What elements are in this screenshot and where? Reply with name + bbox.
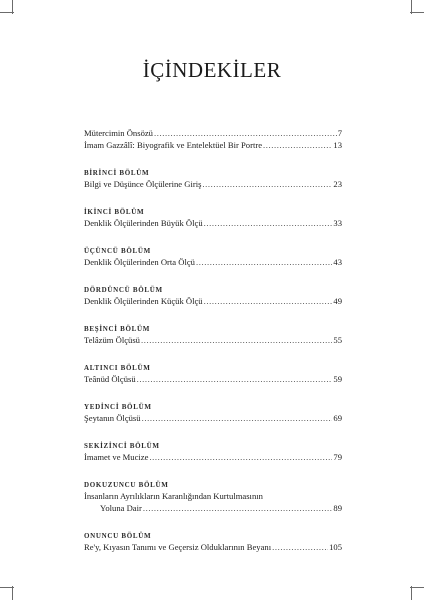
toc-entry (84, 541, 342, 553)
chapter-heading: İKİNCİ BÖLÜM (84, 208, 145, 216)
toc-entry-title: İmamet ve Mucize (84, 452, 149, 462)
toc-entry (84, 217, 342, 229)
chapter-heading: BEŞİNCİ BÖLÜM (84, 325, 151, 333)
toc-entry (84, 373, 342, 385)
page-title: İÇİNDEKİLER (142, 58, 282, 82)
crop-mark-bottom-left-h (0, 587, 14, 588)
dot-leader (263, 139, 332, 151)
dot-leader (154, 127, 337, 139)
toc-entry-page: 89 (333, 503, 342, 513)
dot-leader (137, 373, 333, 385)
toc-entry-page: 105 (329, 542, 342, 552)
toc-entry (84, 502, 342, 514)
crop-mark-bottom-right (411, 586, 412, 600)
dot-leader (204, 217, 333, 229)
toc-entry-page: 23 (333, 179, 342, 189)
toc-entry-page: 43 (333, 257, 342, 267)
chapter-heading: ÜÇÜNCÜ BÖLÜM (84, 247, 151, 255)
toc-entry-title: İmam Gazzâlî: Biyografik ve Entelektüel Bir Portre (84, 140, 263, 150)
toc-entry-title: Mütercimin Önsözü (84, 128, 153, 138)
toc-entry (84, 256, 342, 268)
toc-entry-title: Şeytanın Ölçüsü (84, 413, 141, 423)
toc-entry-page: 59 (333, 374, 342, 384)
chapter-heading: YEDİNCİ BÖLÜM (84, 403, 152, 411)
toc-entry-title: Bilgi ve Düşünce Ölçülerine Giriş (84, 179, 202, 189)
dot-leader (204, 295, 333, 307)
crop-mark-top-right-h (410, 12, 424, 13)
crop-mark-bottom-right-h (410, 587, 424, 588)
toc-entry-page: 79 (333, 452, 342, 462)
toc-entry-page: 7 (337, 128, 342, 138)
dot-leader (272, 541, 328, 553)
chapter-heading: BİRİNCİ BÖLÜM (84, 169, 150, 177)
chapter-heading: DÖRDÜNCÜ BÖLÜM (84, 286, 163, 294)
dot-leader (149, 451, 332, 463)
toc-entry-page: 69 (333, 413, 342, 423)
toc-entry (84, 178, 342, 190)
dot-leader (143, 502, 333, 514)
crop-mark-bottom-left (12, 586, 13, 600)
toc-entry (84, 334, 342, 346)
dot-leader (202, 178, 332, 190)
crop-mark-top-left-h (0, 12, 14, 13)
toc-entry (84, 139, 342, 151)
toc-entry-title: Telâzüm Ölçüsü (84, 335, 140, 345)
chapter-heading: DOKUZUNCU BÖLÜM (84, 481, 169, 489)
table-of-contents (84, 127, 342, 553)
toc-entry-title: Denklik Ölçülerinden Orta Ölçü (84, 257, 195, 267)
chapter-heading: ONUNCU BÖLÜM (84, 532, 152, 540)
toc-entry-page: 13 (333, 140, 342, 150)
dot-leader (196, 256, 332, 268)
toc-entry (84, 295, 342, 307)
toc-entry-title-line: İnsanların Ayrılıkların Karanlığından Kurtulmasının (84, 491, 263, 501)
chapter-heading: ALTINCI BÖLÜM (84, 364, 151, 372)
toc-entry-title: Teânüd Ölçüsü (84, 374, 136, 384)
toc-entry-page: 55 (333, 335, 342, 345)
toc-entry-title: Yoluna Dair (100, 503, 142, 513)
toc-entry-page: 33 (333, 218, 342, 228)
toc-entry (84, 412, 342, 424)
toc-entry-page: 49 (333, 296, 342, 306)
dot-leader (142, 412, 333, 424)
chapter-heading: SEKİZİNCİ BÖLÜM (84, 442, 160, 450)
toc-entry (84, 127, 342, 139)
toc-entry-title: Re'y, Kıyasın Tanımı ve Geçersiz Olduklarının Beyanı (84, 542, 272, 552)
dot-leader (141, 334, 332, 346)
toc-entry-title: Denklik Ölçülerinden Büyük Ölçü (84, 218, 203, 228)
toc-entry (84, 451, 342, 463)
toc-entry-title: Denklik Ölçülerinden Küçük Ölçü (84, 296, 203, 306)
